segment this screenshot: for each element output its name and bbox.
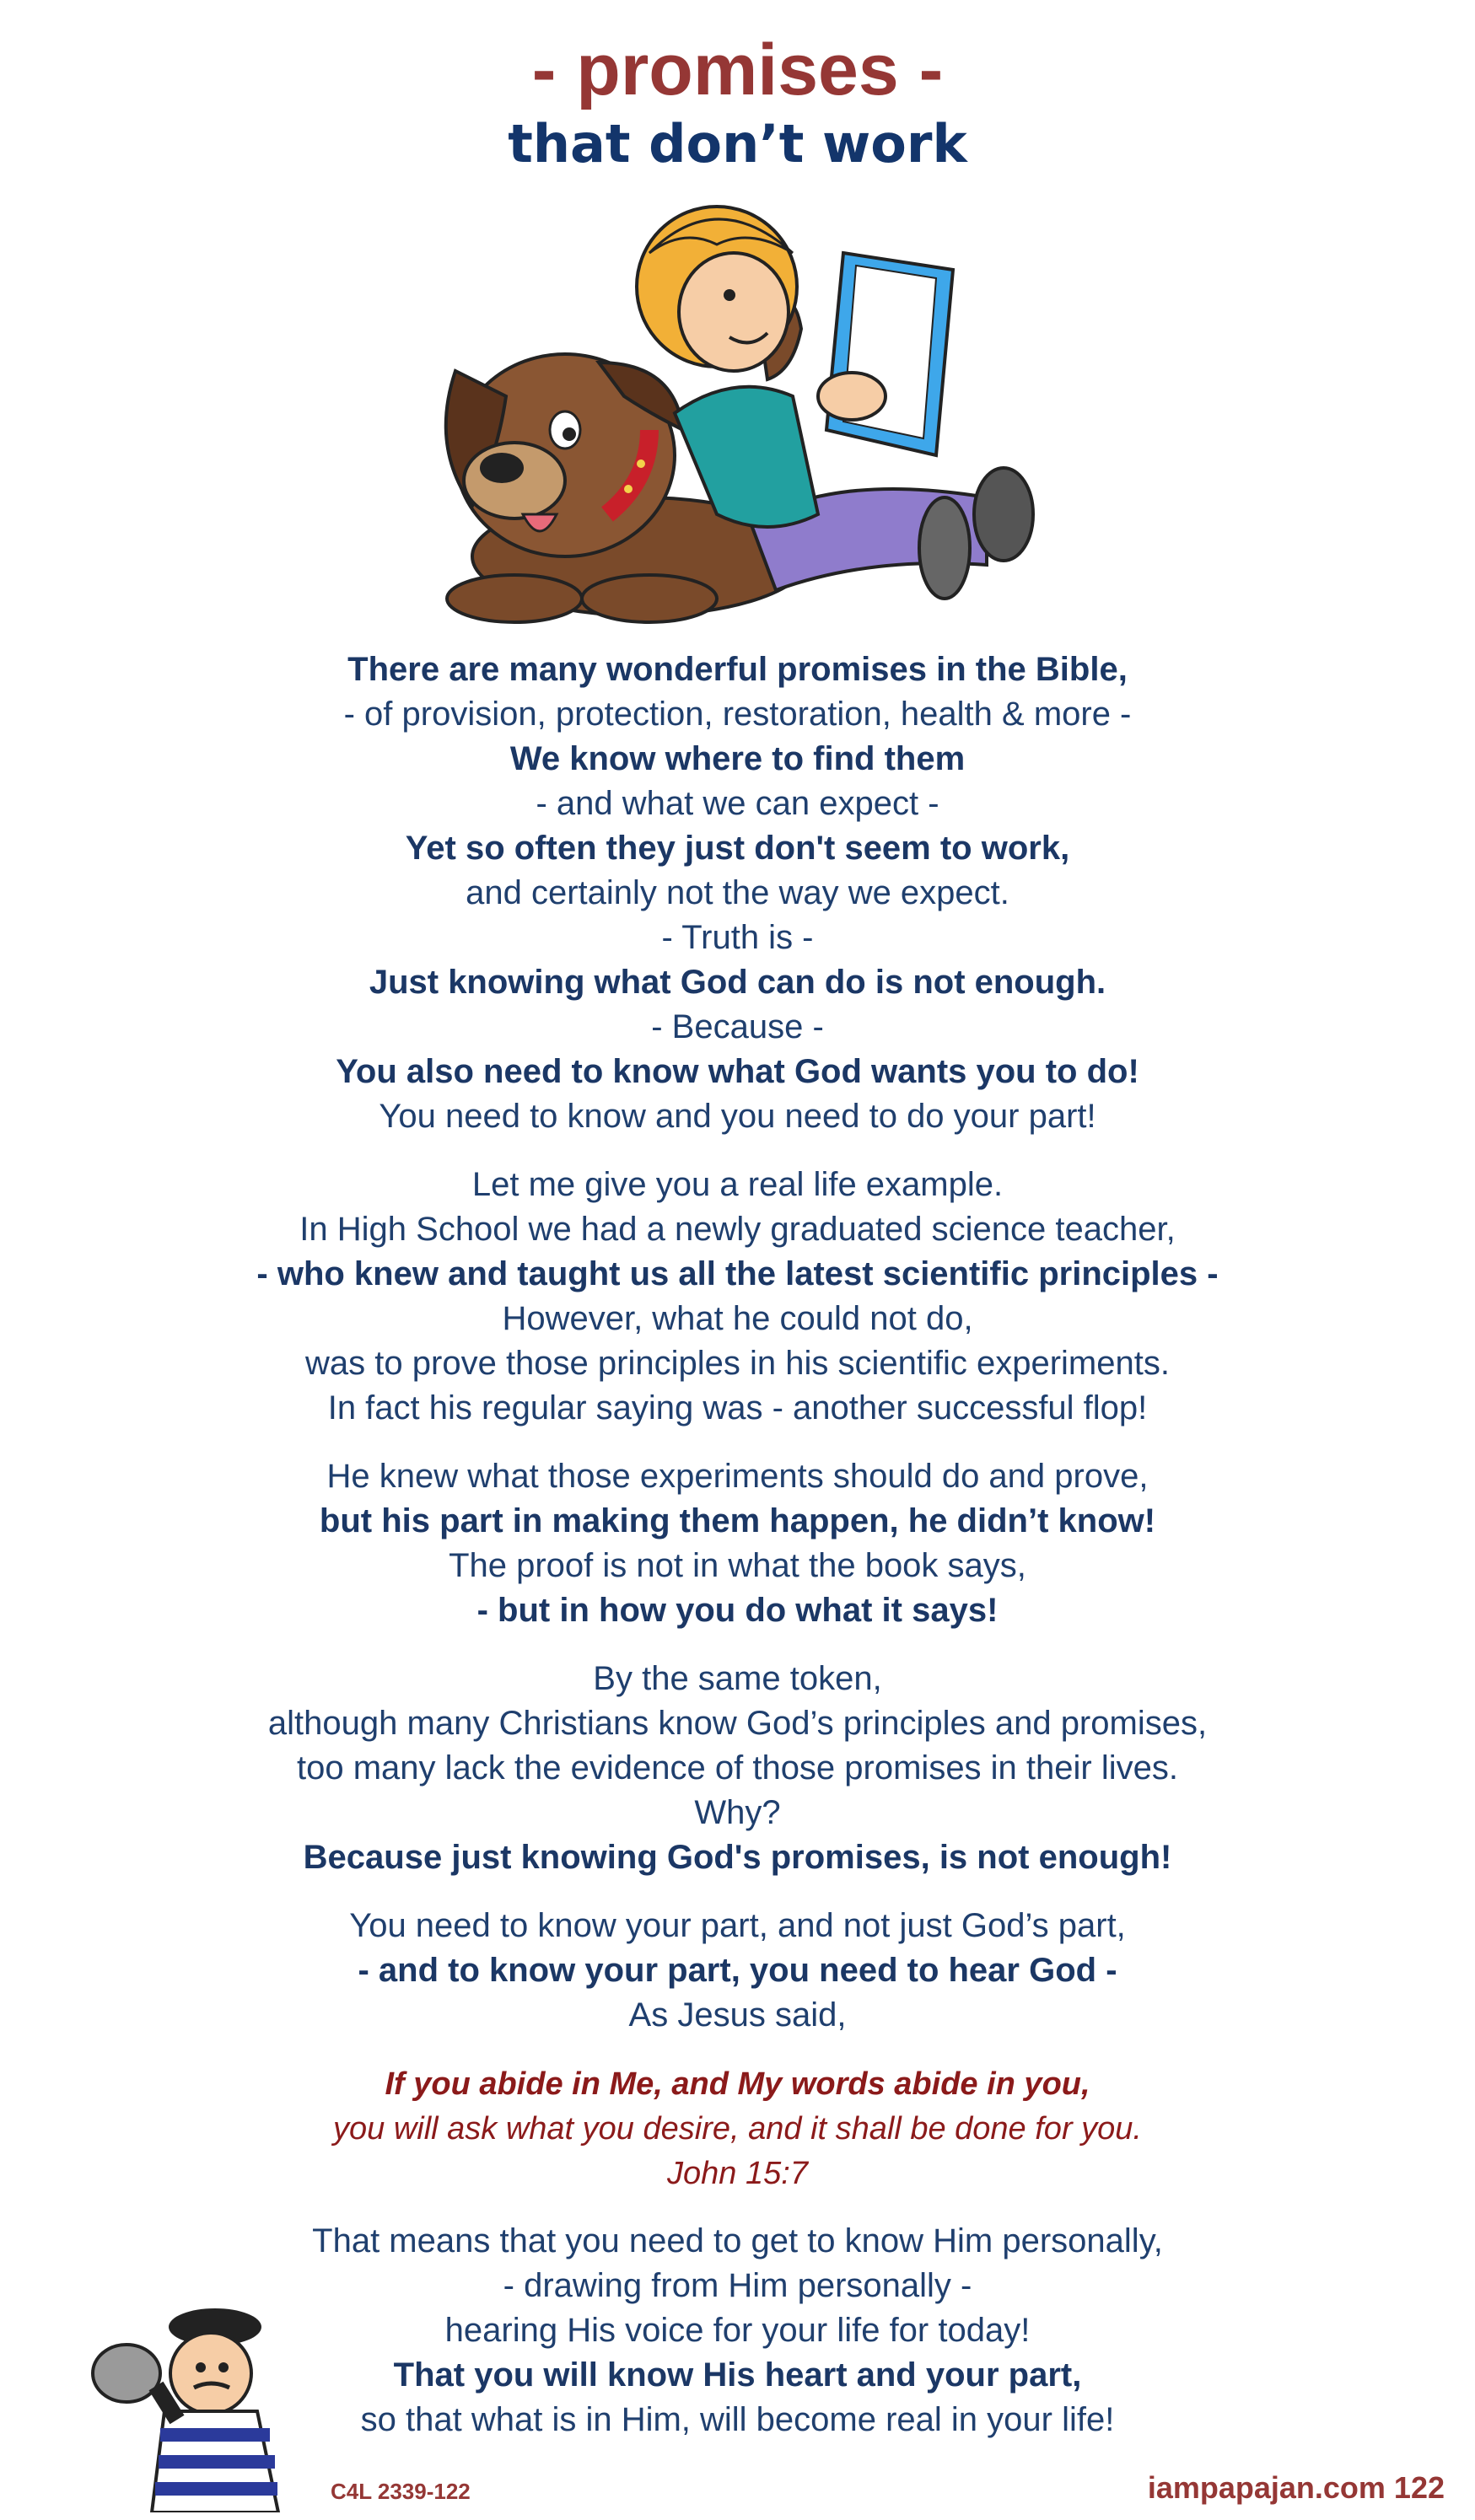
line: - Because - — [651, 1008, 824, 1045]
line: but his part in making them happen, he didn’t know! — [319, 1502, 1156, 1539]
line: We know where to find them — [509, 740, 966, 777]
paragraph-4 — [0, 1657, 1475, 1880]
line: You also need to know what God wants you to do! — [336, 1053, 1139, 1090]
line: Just knowing what God can do is not enough. — [369, 964, 1106, 1001]
line: - who knew and taught us all the latest scientific principles - — [256, 1255, 1219, 1292]
pointing-man-mascot — [84, 2293, 304, 2512]
line: too many lack the evidence of those promises in their lives. — [297, 1749, 1178, 1787]
line: In fact his regular saying was - another successful flop! — [327, 1389, 1148, 1427]
line: - and to know your part, you need to hear God - — [358, 1952, 1117, 1989]
scripture-quote — [0, 2061, 1475, 2195]
paragraph-3 — [0, 1454, 1475, 1633]
body-text — [0, 647, 1475, 2442]
verse-line: If you abide in Me, and My words abide in you, — [385, 2066, 1090, 2102]
line: You need to know your part, and not just God’s part, — [349, 1907, 1126, 1944]
line: The proof is not in what the book says, — [449, 1547, 1026, 1584]
line: Why? — [694, 1794, 781, 1831]
line: was to prove those principles in his scientific experiments. — [305, 1345, 1170, 1382]
paragraph-2 — [0, 1163, 1475, 1431]
line: You need to know and you need to do your part! — [379, 1098, 1096, 1135]
website-and-page-number: iampapajan.com 122 — [1147, 2470, 1445, 2505]
paragraph-5 — [0, 1904, 1475, 2038]
line: - of provision, protection, restoration, health & more - — [343, 696, 1132, 733]
line: Yet so often they just don't seem to work, — [405, 830, 1070, 867]
line: - drawing from Him personally - — [503, 2267, 972, 2304]
verse-reference: John 15:7 — [667, 2156, 808, 2191]
page-subtitle: that don’t work — [508, 113, 967, 175]
line: That means that you need to get to know Him personally, — [312, 2222, 1163, 2259]
line: - but in how you do what it says! — [476, 1592, 999, 1629]
line: - and what we can expect - — [536, 785, 939, 822]
line: He knew what those experiments should do and prove, — [326, 1458, 1149, 1495]
boy-and-dog-illustration — [396, 177, 1063, 649]
line: hearing His voice for your life for today! — [444, 2312, 1031, 2349]
line: Let me give you a real life example. — [471, 1166, 1004, 1203]
paragraph-1 — [0, 647, 1475, 1139]
line: By the same token, — [593, 1660, 882, 1697]
line: However, what he could not do, — [502, 1300, 973, 1337]
line: and certainly not the way we expect. — [466, 874, 1009, 911]
line: That you will know His heart and your part, — [393, 2356, 1082, 2394]
line: - Truth is - — [661, 919, 814, 956]
line: In High School we had a newly graduated science teacher, — [299, 1211, 1176, 1248]
line: As Jesus said, — [628, 1996, 847, 2034]
line: There are many wonderful promises in the Bible, — [347, 651, 1128, 688]
page-title: - promises - — [531, 30, 944, 110]
line: Because just knowing God's promises, is not enough! — [303, 1839, 1172, 1876]
verse-line: you will ask what you desire, and it shall be done for you. — [333, 2111, 1142, 2147]
document-code: C4L 2339-122 — [331, 2479, 471, 2504]
line: although many Christians know God’s principles and promises, — [267, 1705, 1208, 1742]
line: so that what is in Him, will become real in your life! — [360, 2401, 1115, 2438]
